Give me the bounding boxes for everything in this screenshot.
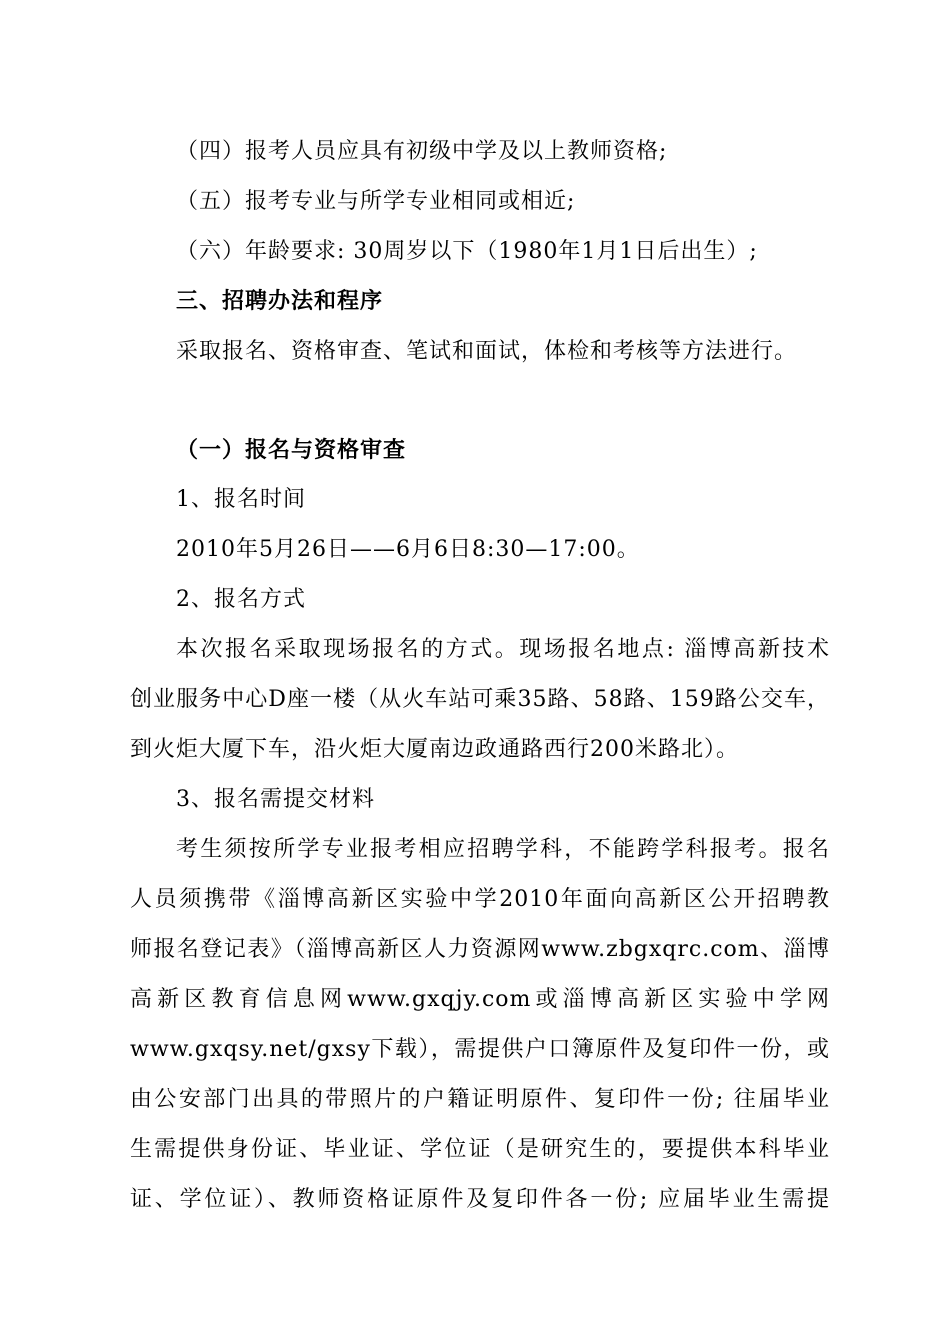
- item-3-body-line-8: 证、学位证）、教师资格证原件及复印件各一份; 应届毕业生需提: [130, 1187, 830, 1212]
- section-3-heading: 三、招聘办法和程序: [176, 288, 384, 314]
- requirement-6: （六）年龄要求: 30周岁以下（1980年1月1日后出生）;: [176, 239, 758, 264]
- item-2-body-line-2: 创业服务中心D座一楼（从火车站可乘35路、58路、159路公交车，: [130, 687, 830, 712]
- item-2-body-line-3: 到火炬大厦下车，沿火炬大厦南边政通路西行200米路北）。: [130, 737, 739, 762]
- item-2-body-line-1: 本次报名采取现场报名的方式。现场报名地点: 淄博高新技术: [176, 637, 830, 662]
- item-3-body-line-2: 人员须携带《淄博高新区实验中学2010年面向高新区公开招聘教: [130, 887, 830, 912]
- item-3-body-line-1: 考生须按所学专业报考相应招聘学科，不能跨学科报考。报名: [176, 837, 830, 862]
- item-1-title: 1、报名时间: [176, 487, 306, 512]
- item-2-title: 2、报名方式: [176, 587, 306, 612]
- item-1-body: 2010年5月26日——6月6日8:30—17:00。: [176, 537, 640, 562]
- item-3-title: 3、报名需提交材料: [176, 787, 375, 812]
- item-3-body-line-3: 师报名登记表》（淄博高新区人力资源网www.zbgxqrc.com、淄博: [130, 937, 830, 962]
- item-3-body-line-5: www.gxqsy.net/gxsy下载），需提供户口簿原件及复印件一份，或: [130, 1037, 830, 1062]
- subsection-1-heading: （一）报名与资格审查: [176, 437, 407, 463]
- section-3-intro: 采取报名、资格审查、笔试和面试，体检和考核等方法进行。: [176, 339, 798, 364]
- item-3-body-line-7: 生需提供身份证、毕业证、学位证（是研究生的，要提供本科毕业: [130, 1137, 830, 1162]
- item-3-body-line-4: 高新区教育信息网www.gxqjy.com或淄博高新区实验中学网: [130, 987, 830, 1012]
- item-3-body-line-6: 由公安部门出具的带照片的户籍证明原件、复印件一份; 往届毕业: [130, 1087, 830, 1112]
- requirement-4: （四）报考人员应具有初级中学及以上教师资格;: [176, 139, 668, 164]
- requirement-5: （五）报考专业与所学专业相同或相近;: [176, 189, 576, 214]
